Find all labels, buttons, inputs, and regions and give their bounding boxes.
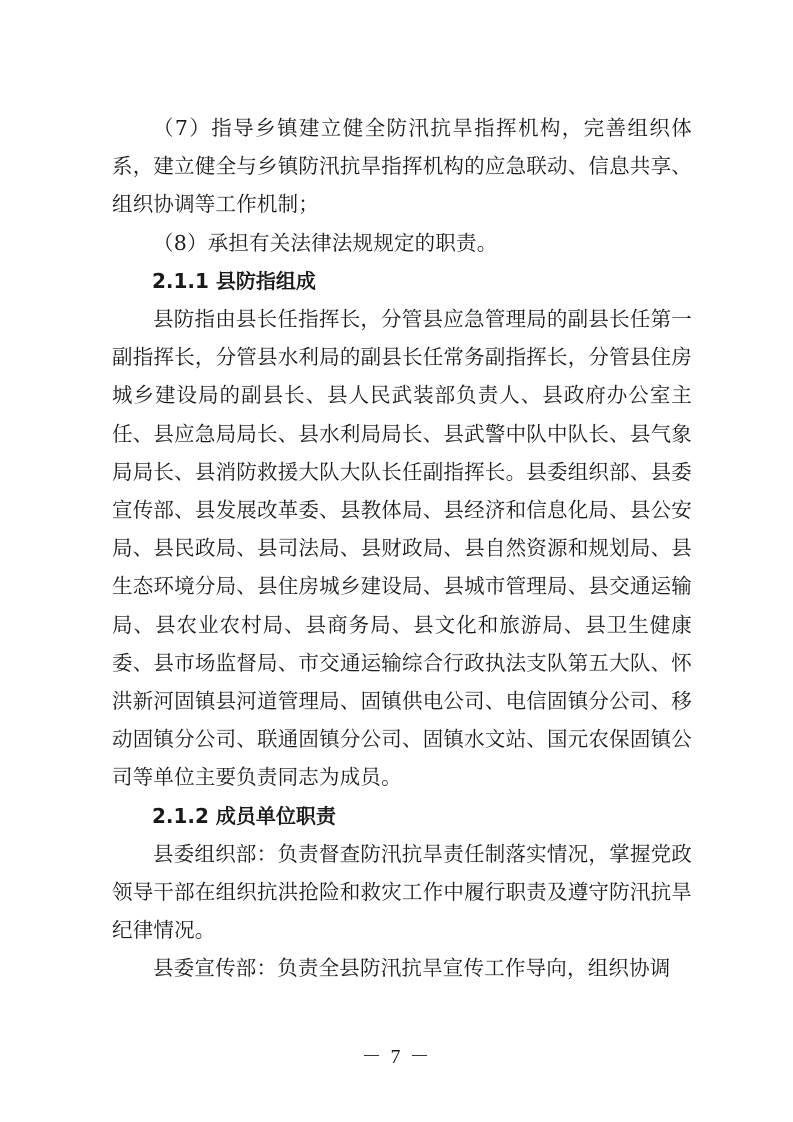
page-number: － 7 － <box>361 1046 432 1068</box>
paragraph-propaganda-dept: 县委宣传部：负责全县防汛抗旱宣传工作导向，组织协调 <box>153 956 671 981</box>
paragraph-organization-dept: 县委组织部：负责督查防汛抗旱责任制落实情况，掌握党政领导干部在组织抗洪抢险和救灾工作中履行职责及遵守防汛抗旱纪律情况。 <box>112 841 692 943</box>
section-heading-2-1-2: 2.1.2 成员单位职责 <box>152 803 336 828</box>
section-heading-2-1-1: 2.1.1 县防指组成 <box>152 268 316 293</box>
paragraph-composition: 县防指由县长任指挥长，分管县应急管理局的副县长任第一副指挥长，分管县水利局的副县长任常务副指挥长，分管县住房城乡建设局的副县长、县人民武装部负责人、县政府办公室主任、县应急局局长、县水利局局长、县武警中队中队长、县气象局局长、县消防救援大队大队长任副指挥长。县委组织部、县委宣传部、县发展改革委、县教体局、县经济和信息化局、县公安局、县民政局、县司法局、县财政局、县自然资源和规划局、县生态环境分局、县住房城乡建设局、县城市管理局、县交通运输局、县农业农村局、县商务局、县文化和旅游局、县卫生健康委、县市场监督局、市交通运输综合行政执法支队第五大队、怀洪新河固镇县河道管理局、固镇供电公司、电信固镇分公司、移动固镇分公司、联通固镇分公司、固镇水文站、国元农保固镇公司等单位主要负责同志为成员。 <box>112 307 692 790</box>
paragraph-item-7: （7）指导乡镇建立健全防汛抗旱指挥机构，完善组织体系，建立健全与乡镇防汛抗旱指挥机构的应急联动、信息共享、组织协调等工作机制； <box>112 116 692 217</box>
paragraph-item-8: （8）承担有关法律法规规定的职责。 <box>153 230 498 255</box>
document-body <box>112 109 692 988</box>
